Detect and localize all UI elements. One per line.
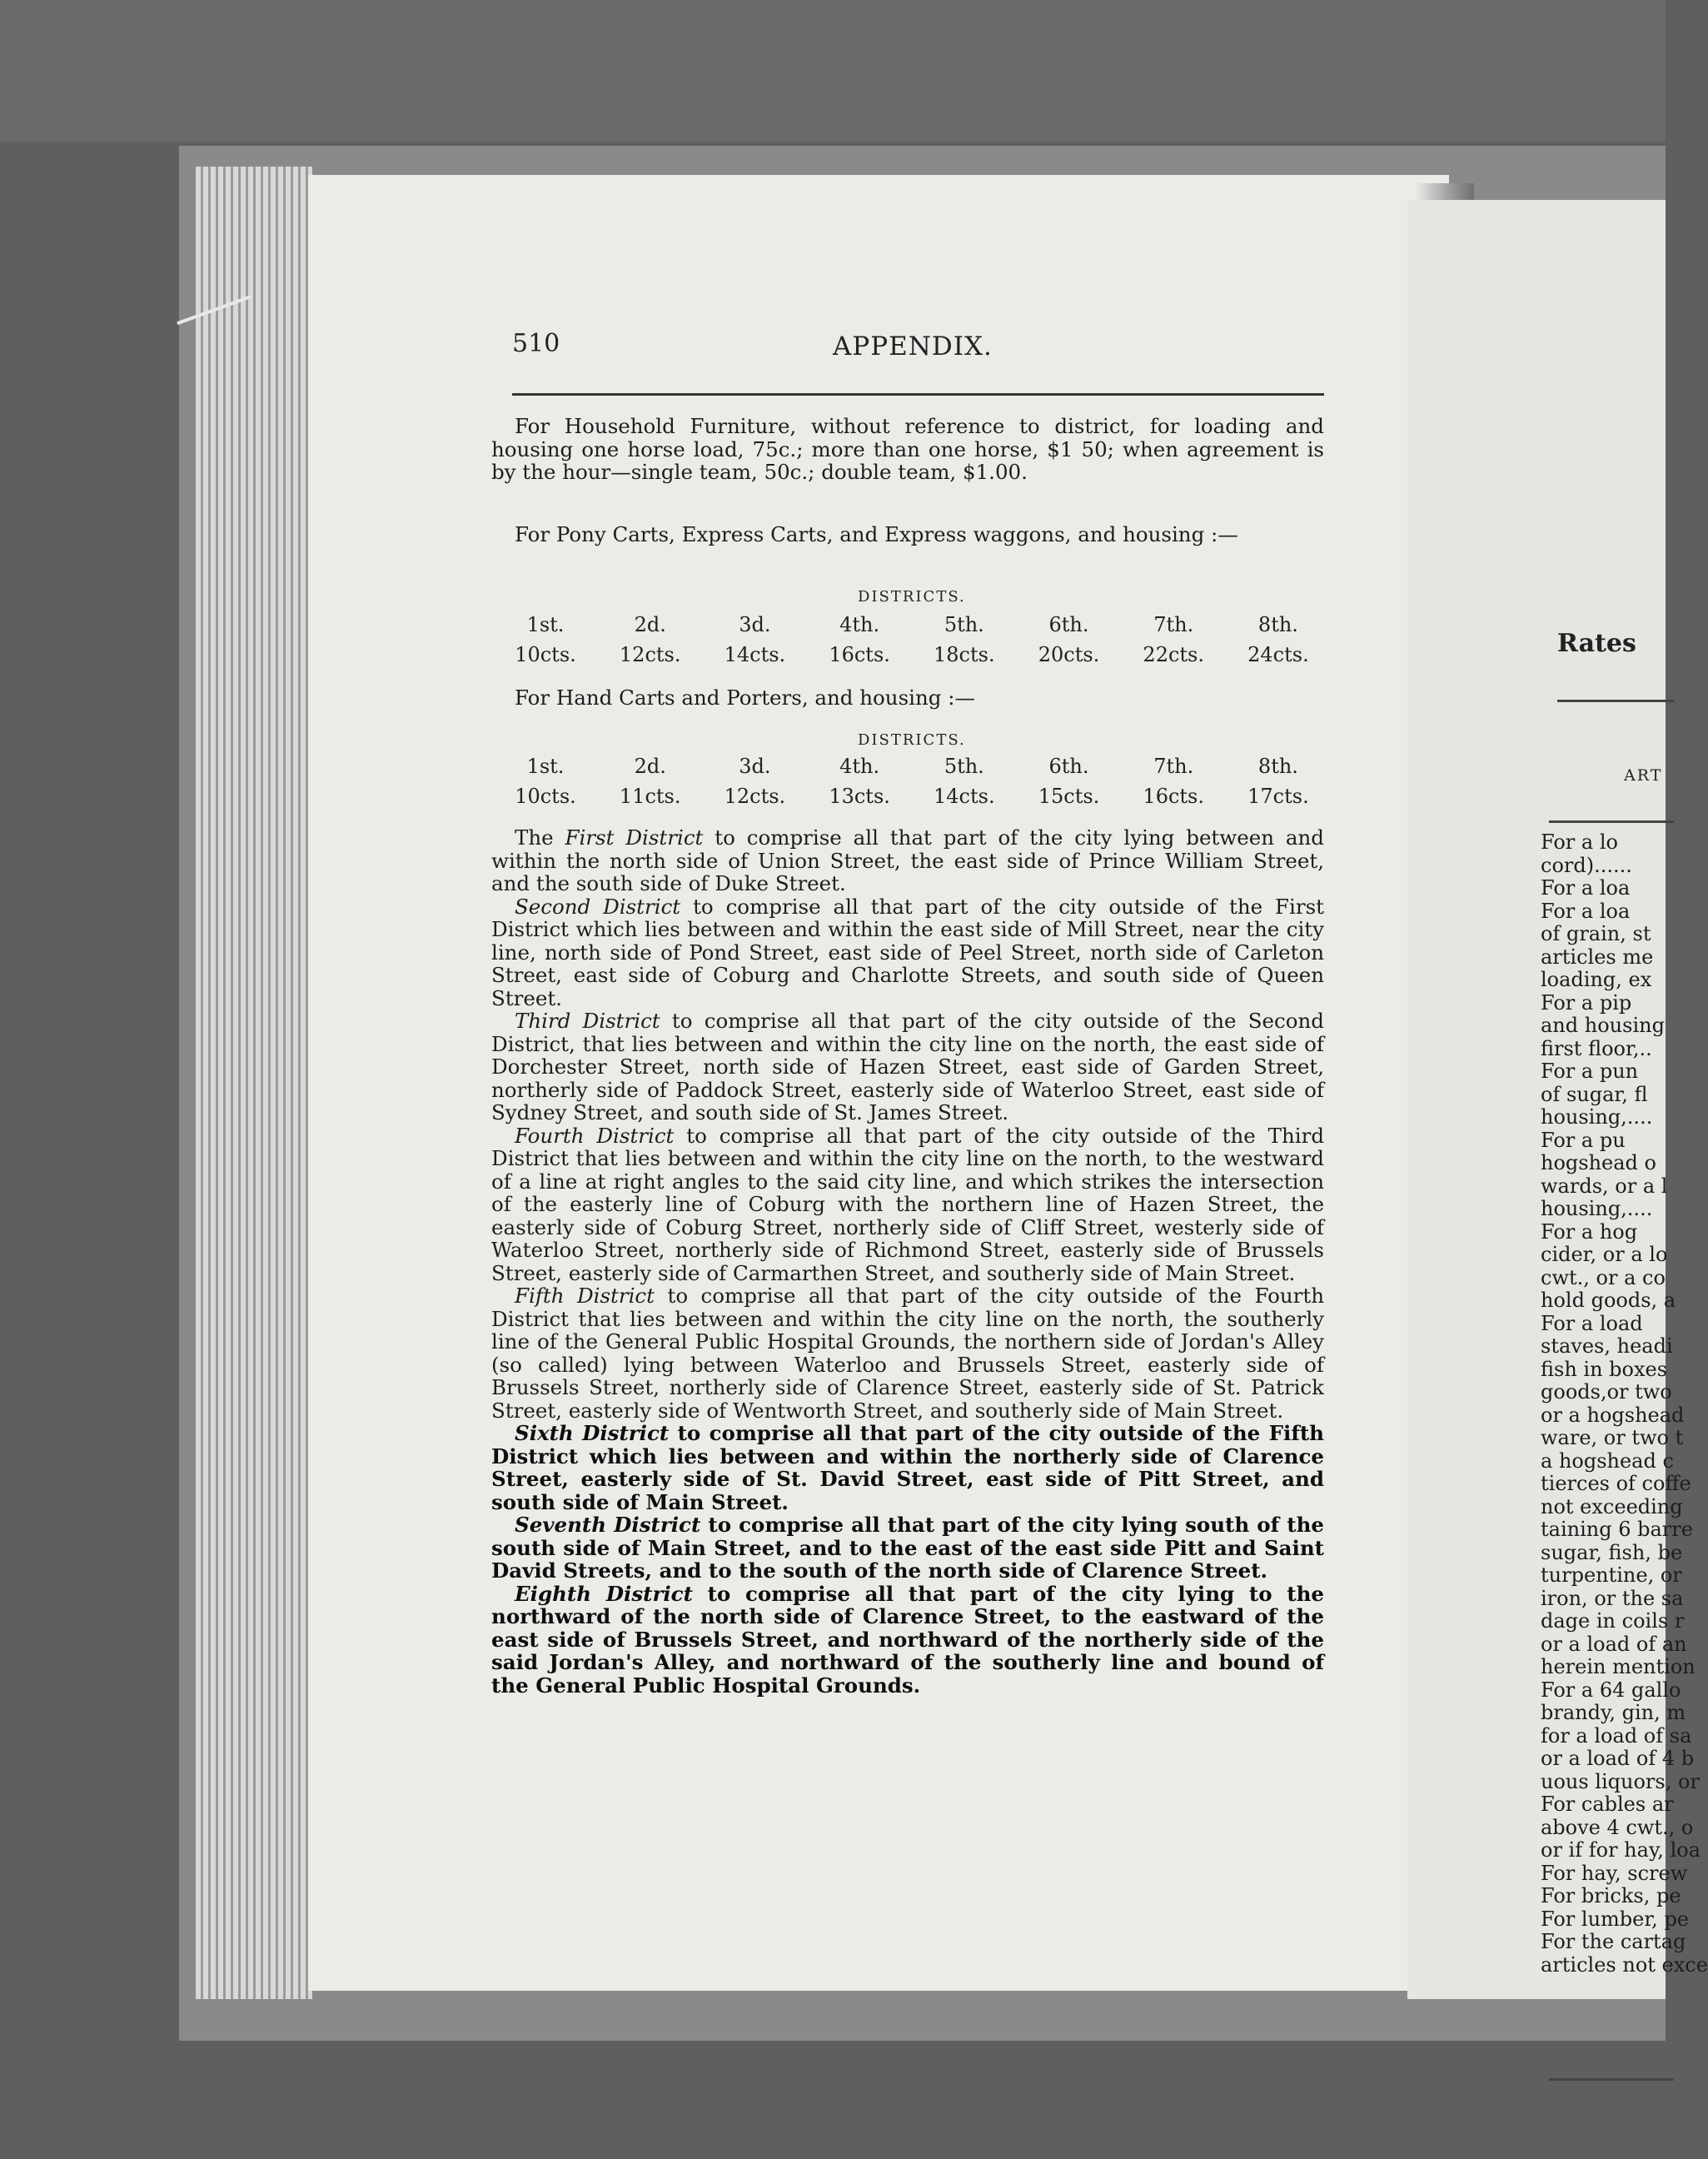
right-page-line: For a hog [1541, 1219, 1638, 1244]
hand-rate-8: 17cts. [1247, 785, 1309, 808]
right-page-line: hold goods, a [1541, 1289, 1676, 1312]
pony-district-8: 8th. [1257, 613, 1298, 636]
household-furniture-paragraph [491, 415, 1324, 484]
right-page-line: dage in coils r [1541, 1609, 1685, 1633]
pony-rate-6: 20cts. [1038, 643, 1100, 666]
page-edges [196, 167, 312, 1999]
district-description: to comprise all that part of the city outside of the Fourth District that lies between and within the city line on the north, the southerly line of the General Public Hospital Grounds, the northern side of Jordan's Alley (so called) lying between Waterloo and Brussels Street, easterly side of Brussels Street, northerly side of Clarence Street, easterly side of St. Patrick Street, easterly side of Wentworth Street, and southerly side of Main Street. [491, 1284, 1324, 1423]
right-page-column-head: ART [1624, 766, 1663, 785]
header-rule [512, 393, 1324, 396]
right-page-line: For a 64 gallo [1541, 1678, 1681, 1702]
hand-rates-row [500, 785, 1324, 808]
right-page-line: For hay, screw [1541, 1861, 1688, 1885]
right-page-line: For a pip [1541, 990, 1632, 1015]
pony-intro-text: For Pony Carts, Express Carts, and Express waggons, and housing :— [515, 522, 1238, 546]
district-name: Fifth District [515, 1284, 655, 1308]
right-page-line: housing,.... [1541, 1197, 1653, 1220]
right-page-line: turpentine, or [1541, 1563, 1682, 1587]
right-page-line: hogshead o [1541, 1151, 1656, 1174]
hand-district-5: 5th. [944, 755, 984, 778]
right-page-rule [1549, 2078, 1674, 2081]
right-page-line: of grain, st [1541, 922, 1651, 945]
right-page-line: For a loa [1541, 876, 1631, 900]
right-page-line: or a load of 4 b [1541, 1747, 1695, 1770]
hand-district-2: 2d. [634, 755, 666, 778]
running-head: APPENDIX. [833, 332, 993, 361]
district-name: Sixth District [515, 1421, 670, 1445]
right-page-line: For a lo [1541, 830, 1618, 854]
district-description: to comprise all that part of the city outside of the Second District, that lies between and within the city line on the north, the east side of Dorchester Street, north side of Hazen Street, east side of Garden Street, northerly side of Paddock Street, easterly side of Waterloo Street, east side of Sydney Street, and south side of St. James Street. [491, 1009, 1324, 1124]
right-page-line: or if for hay, loa [1541, 1838, 1701, 1862]
district-name: Second District [515, 894, 681, 919]
right-page-line: goods,or two [1541, 1380, 1672, 1404]
pony-rate-4: 16cts. [829, 643, 890, 666]
right-page-line: For a load [1541, 1311, 1643, 1335]
household-text: For Household Furniture, without reference to district, for loading and housing one horse load, 75c.; more than one horse, $1 50; when agreement is by the hour—single team, 50c.; double team, $1.00. [491, 414, 1324, 484]
district-paragraph [491, 1513, 1324, 1583]
hand-rate-2: 11cts. [619, 785, 681, 808]
pony-rate-1: 10cts. [515, 643, 576, 666]
hand-rate-4: 13cts. [829, 785, 890, 808]
hand-rate-6: 15cts. [1038, 785, 1100, 808]
district-name: Eighth District [515, 1581, 693, 1606]
district-description: to comprise all that part of the city outside of the First District which lies between and within the east side of Mill Street, near the city line, north side of Pond Street, east side of Peel Street, north side of Carleton Street, east side of Coburg and Charlotte Streets, and south side of Queen Street. [491, 894, 1324, 1010]
right-page-line: ware, or two t [1541, 1426, 1684, 1449]
pony-rate-2: 12cts. [619, 643, 681, 666]
pony-districts-row [500, 613, 1324, 636]
district-paragraph [491, 1010, 1324, 1124]
right-page-line: iron, or the sa [1541, 1586, 1684, 1610]
hand-rate-3: 12cts. [724, 785, 786, 808]
hand-carts-intro [491, 686, 1324, 710]
pony-rate-5: 18cts. [934, 643, 995, 666]
right-page-line: of sugar, fl [1541, 1082, 1648, 1106]
right-page-line: not exceeding [1541, 1494, 1683, 1518]
right-page-line: For a loa [1541, 899, 1631, 923]
district-paragraph [491, 1124, 1324, 1285]
district-name: Third District [515, 1009, 660, 1033]
hand-rate-1: 10cts. [515, 785, 576, 808]
right-page-line: For lumber, pe [1541, 1907, 1690, 1931]
right-page-line: For the cartag [1541, 1930, 1686, 1953]
right-page-line: taining 6 barre [1541, 1518, 1693, 1541]
district-paragraph [491, 1422, 1324, 1513]
right-page-line: above 4 cwt., o [1541, 1815, 1694, 1839]
right-page-line: For a pun [1541, 1060, 1639, 1083]
district-name: Seventh District [515, 1513, 701, 1537]
right-page-line: For cables ar [1541, 1793, 1674, 1816]
pony-rate-7: 22cts. [1143, 643, 1204, 666]
pony-rate-3: 14cts. [724, 643, 786, 666]
right-page-line: For a pu [1541, 1128, 1626, 1152]
background-top [0, 0, 1666, 142]
hand-district-8: 8th. [1257, 755, 1298, 778]
right-page-line: or a load of an [1541, 1632, 1687, 1656]
page-number: 510 [512, 329, 560, 358]
district-description: to comprise all that part of the city lying to the northward of the north side of Clarence Street, to the eastward of the east side of Brussels Street, and northward of the northerly side of the said Jordan's Alley, and northward of the southerly line and bound of the General Public Hospital Grounds. [491, 1581, 1324, 1698]
right-page-line: articles not exce [1541, 1952, 1708, 1977]
hand-district-3: 3d. [739, 755, 771, 778]
district-name: First District [565, 825, 704, 850]
right-page-line: fish in boxes [1541, 1357, 1668, 1381]
right-page-line: or a hogshead [1541, 1403, 1685, 1427]
district-paragraph [491, 895, 1324, 1010]
pony-district-6: 6th. [1048, 613, 1089, 636]
pony-district-1: 1st. [526, 613, 565, 636]
districts-label: DISTRICTS. [858, 731, 966, 749]
district-description: to comprise all that part of the city outside of the Third District that lies between and within the city line on the north, to the westward of a line at right angles to the said city line, and which strikes the intersection of the easterly line of Coburg with the northern line of Hazen Street, the easterly side of Coburg Street, northerly side of Cliff Street, westerly side of Waterloo Street, northerly side of Richmond Street, easterly side of Brussels Street, easterly side of Carmarthen Street, and southerly side of Main Street. [491, 1123, 1325, 1285]
hand-district-1: 1st. [526, 755, 565, 778]
hand-intro-text: For Hand Carts and Porters, and housing :— [515, 686, 975, 710]
hand-rate-5: 14cts. [934, 785, 995, 808]
district-name: Fourth District [515, 1123, 675, 1148]
right-page-line: cord)...... [1541, 853, 1632, 877]
right-page-line: For bricks, pe [1541, 1884, 1681, 1907]
right-page-line: a hogshead c [1541, 1448, 1674, 1473]
hand-rate-7: 16cts. [1143, 785, 1204, 808]
right-page-line: brandy, gin, m [1541, 1701, 1686, 1724]
right-page-rule [1549, 820, 1674, 823]
right-page-line: uous liquors, or [1541, 1769, 1700, 1793]
right-page-title: Rates [1557, 629, 1636, 658]
pony-district-5: 5th. [944, 613, 984, 636]
right-page-line: first floor,.. [1541, 1036, 1652, 1060]
right-page-text [1541, 830, 1708, 1977]
right-page-line: articles me [1541, 945, 1654, 969]
pony-rate-8: 24cts. [1247, 643, 1309, 666]
hand-district-6: 6th. [1048, 755, 1089, 778]
right-page-line: loading, ex [1541, 968, 1652, 991]
district-paragraph [491, 1284, 1324, 1422]
hand-district-4: 4th. [839, 755, 880, 778]
right-page-line: cwt., or a co [1541, 1265, 1666, 1289]
district-paragraph [491, 826, 1324, 895]
right-page-line: herein mention [1541, 1655, 1696, 1678]
right-page-line: wards, or a l [1541, 1174, 1668, 1198]
right-page-rule [1557, 700, 1674, 702]
pony-carts-intro [491, 523, 1324, 546]
right-page-line: housing,.... [1541, 1105, 1653, 1129]
district-description: to comprise all that part of the city lying south of the south side of Main Street, and to the east of the east side Pitt and Saint David Streets, and to the south of the north side of Clarence Street. [491, 1513, 1324, 1583]
pony-rates-row [500, 643, 1324, 666]
district-prefix: The [515, 825, 565, 850]
hand-district-7: 7th. [1153, 755, 1194, 778]
district-descriptions [491, 826, 1324, 1697]
right-page [1407, 200, 1708, 1999]
pony-district-7: 7th. [1153, 613, 1194, 636]
right-page-line: sugar, fish, be [1541, 1540, 1683, 1564]
right-page-line: tierces of coffe [1541, 1472, 1691, 1495]
right-page-line: staves, headi [1541, 1334, 1673, 1358]
pony-district-2: 2d. [634, 613, 666, 636]
right-page-line: and housing [1541, 1014, 1665, 1037]
right-page-line: for a load of sa [1541, 1723, 1692, 1748]
pony-district-3: 3d. [739, 613, 771, 636]
district-paragraph [491, 1583, 1324, 1698]
pony-district-4: 4th. [839, 613, 880, 636]
district-description: to comprise all that part of the city outside of the Fifth District which lies between and within the northerly side of Clarence Street, easterly side of St. David Street, east side of Pitt Street, and south side of Main Street. [491, 1421, 1324, 1514]
districts-label: DISTRICTS. [858, 588, 966, 606]
hand-districts-row [500, 755, 1324, 778]
district-description: to comprise all that part of the city lying between and within the north side of Union Street, the east side of Prince William Street, and the south side of Duke Street. [491, 825, 1324, 895]
right-page-line: cider, or a lo [1541, 1243, 1668, 1266]
